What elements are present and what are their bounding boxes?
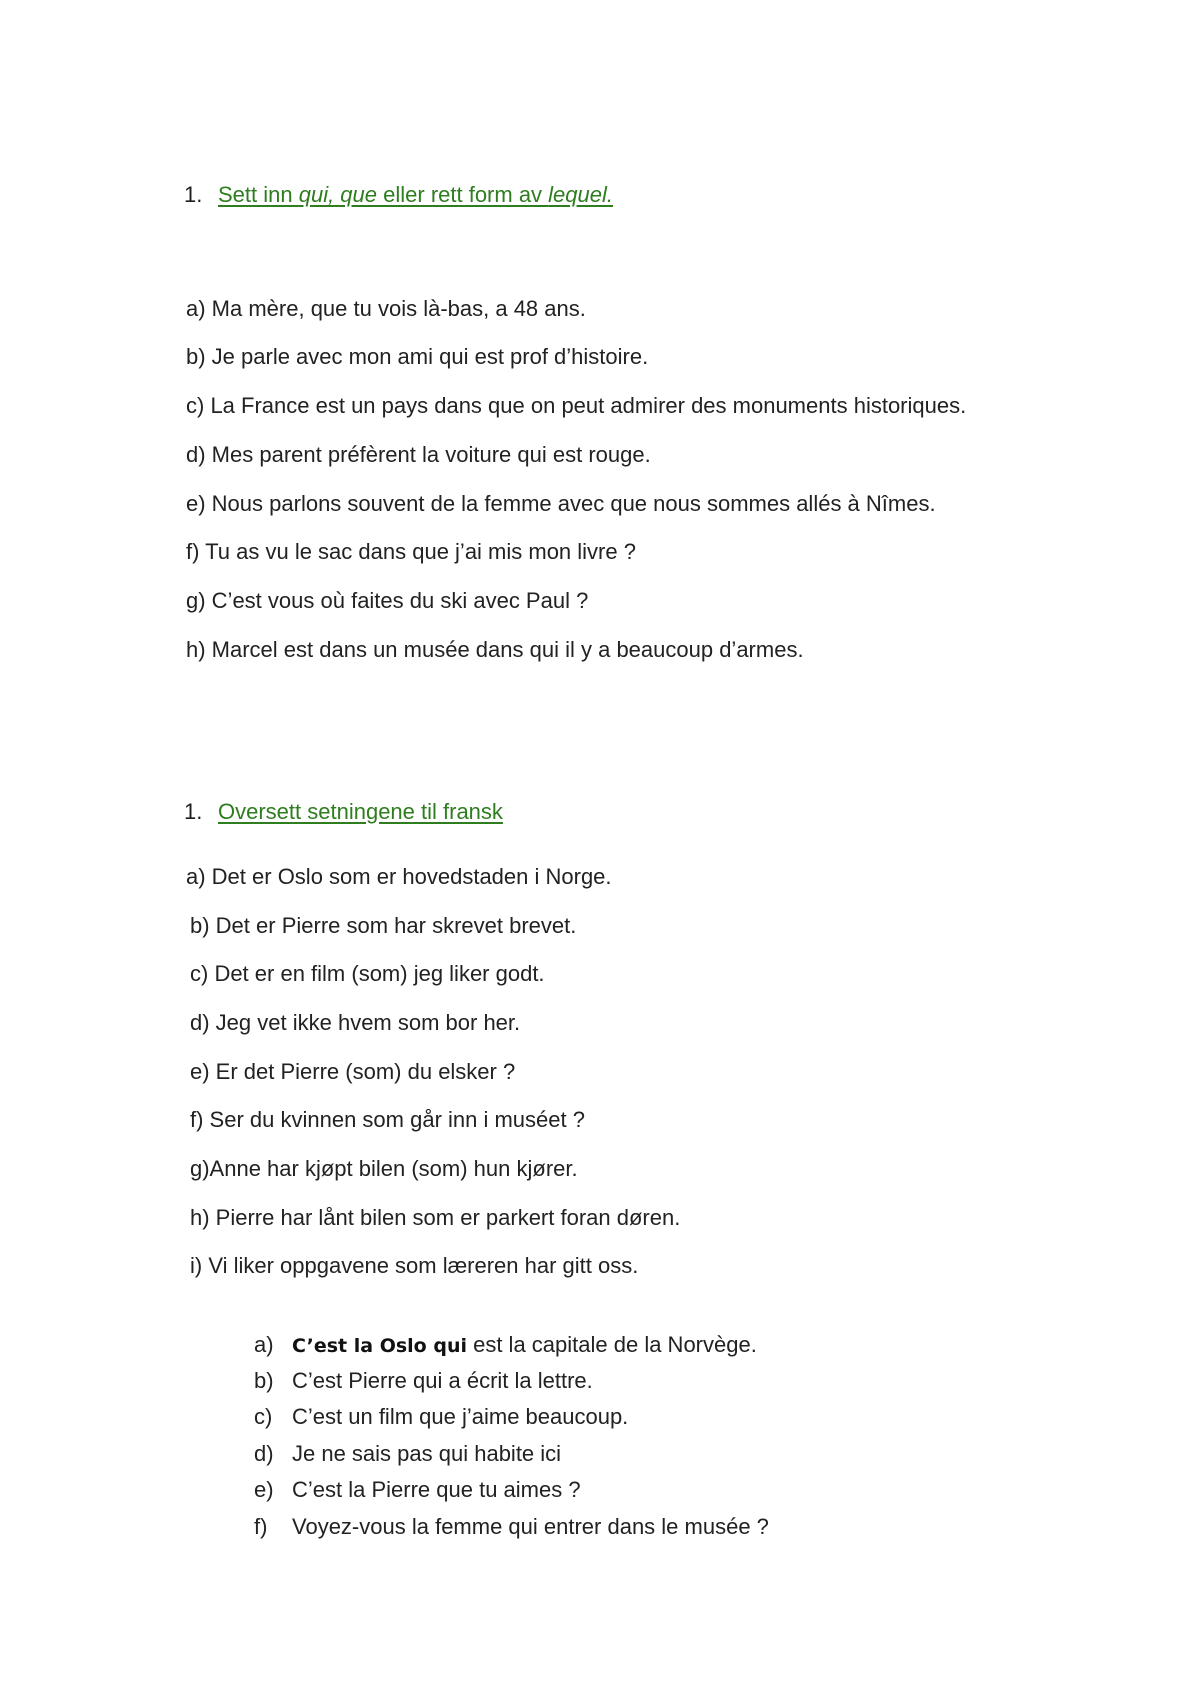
section2-number: 1. xyxy=(184,799,203,824)
answer-a xyxy=(254,1332,757,1358)
section1-title xyxy=(218,182,613,208)
section2-item-a: a) Det er Oslo som er hovedstaden i Norge. xyxy=(186,864,612,889)
section2-item-g: g)Anne har kjøpt bilen (som) hun kjører. xyxy=(190,1156,578,1181)
section1-title-italic1: qui, que xyxy=(298,182,378,207)
answer-d xyxy=(254,1441,561,1467)
section2-item-h: h) Pierre har lånt bilen som er parkert foran døren. xyxy=(190,1205,681,1230)
answer-b-text: C’est Pierre qui a écrit la lettre. xyxy=(292,1368,593,1393)
section1-title-pre: Sett inn xyxy=(218,182,299,207)
section1-item-d: d) Mes parent préfèrent la voiture qui est rouge. xyxy=(186,442,651,467)
answer-c-text: C’est un film que j’aime beaucoup. xyxy=(292,1404,629,1429)
section1-item-a: a) Ma mère, que tu vois là-bas, a 48 ans. xyxy=(186,296,586,321)
section1-item-c: c) La France est un pays dans que on peut admirer des monuments historiques. xyxy=(186,393,967,418)
answer-b xyxy=(254,1368,593,1394)
section2-item-i: i) Vi liker oppgavene som læreren har gitt oss. xyxy=(190,1253,639,1278)
answer-f-text: Voyez-vous la femme qui entrer dans le musée ? xyxy=(292,1514,769,1539)
section1-item-g: g) C’est vous où faites du ski avec Paul ? xyxy=(186,588,589,613)
section1-item-h: h) Marcel est dans un musée dans qui il y a beaucoup d’armes. xyxy=(186,637,804,662)
answer-e-text: C’est la Pierre que tu aimes ? xyxy=(292,1477,581,1502)
section1-item-f: f) Tu as vu le sac dans que j’ai mis mon livre ? xyxy=(186,539,636,564)
section1-title-mid: eller rett form av xyxy=(377,182,549,207)
answer-a-bold: C’est la Oslo qui xyxy=(292,1335,467,1357)
answer-f-mark: f) xyxy=(254,1514,268,1539)
section2-item-f: f) Ser du kvinnen som går inn i muséet ? xyxy=(190,1107,585,1132)
section2-item-e: e) Er det Pierre (som) du elsker ? xyxy=(190,1059,516,1084)
section1-title-italic2: lequel. xyxy=(548,182,614,207)
section1-heading xyxy=(184,182,613,208)
answer-e xyxy=(254,1477,581,1503)
answer-e-mark: e) xyxy=(254,1477,274,1502)
section2-item-b: b) Det er Pierre som har skrevet brevet. xyxy=(190,913,577,938)
answer-d-mark: d) xyxy=(254,1441,274,1466)
section2-item-c: c) Det er en film (som) jeg liker godt. xyxy=(190,961,545,986)
section1-number: 1. xyxy=(184,182,203,207)
answer-c xyxy=(254,1404,628,1430)
answer-a-mark: a) xyxy=(254,1332,274,1357)
answer-d-text: Je ne sais pas qui habite ici xyxy=(292,1441,562,1466)
answer-a-text xyxy=(292,1332,757,1358)
section2-title: Oversett setningene til fransk xyxy=(218,799,503,824)
answer-b-mark: b) xyxy=(254,1368,274,1393)
section2-heading xyxy=(184,799,503,825)
answer-c-mark: c) xyxy=(254,1404,273,1429)
section2-item-d: d) Jeg vet ikke hvem som bor her. xyxy=(190,1010,521,1035)
section1-item-e: e) Nous parlons souvent de la femme avec que nous sommes allés à Nîmes. xyxy=(186,491,936,516)
answer-f xyxy=(254,1514,769,1540)
answer-a-rest: est la capitale de la Norvège. xyxy=(466,1332,757,1357)
section1-item-b: b) Je parle avec mon ami qui est prof d’histoire. xyxy=(186,344,649,369)
